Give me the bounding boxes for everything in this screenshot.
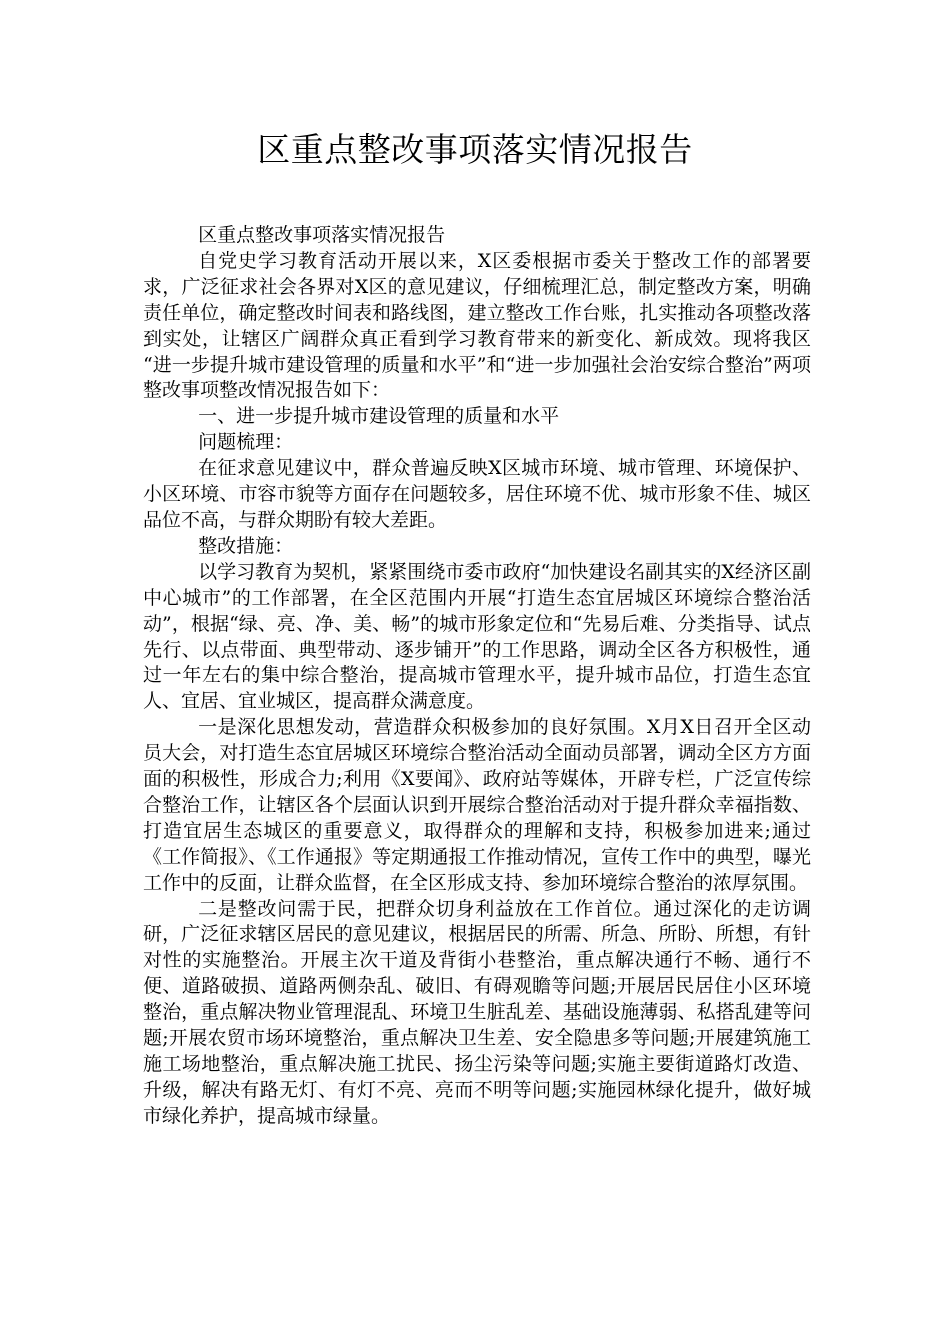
body-paragraph-repeated-title: 区重点整改事项落实情况报告 [198, 224, 446, 246]
body-paragraph-measure-1: 一是深化思想发动，营造群众积极参加的良好氛围。X月X日召开全区动员大会，对打造生态宜居城区环境综合整治活动全面动员部署，调动全区方方面面的积极性，形成合力;利用《X要闻》、政府站等媒体，开辟专栏，广泛宣传综合整治工作，让辖区各个层面认识到开展综合整治活动对于提升群众幸福指数、打造宜居生态城区的重要意义，取得群众的理解和支持，积极参加进来;通过《工作简报》、《工作通报》等定期通报工作推动情况，宣传工作中的典型，曝光工作中的反面，让群众监督，在全区形成支持、参加环境综合整治的浓厚氛围。 [143, 716, 811, 894]
subheading-problem-review: 问题梳理： [198, 431, 294, 454]
body-paragraph-measure-2: 二是整改问需于民，把群众切身利益放在工作首位。通过深化的走访调研，广泛征求辖区居民的意见建议，根据居民的所需、所急、所盼、所想，有针对性的实施整治。开展主次干道及背街小巷整治，重点解决通行不畅、通行不便、道路破损、道路两侧杂乱、破旧、有碍观瞻等问题;开展居民居住小区环境整治，重点解决物业管理混乱、环境卫生脏乱差、基础设施薄弱、私搭乱建等问题;开展农贸市场环境整治，重点解决卫生差、安全隐患多等问题;开展建筑施工施工场地整治，重点解决施工扰民、扬尘污染等问题;实施主要街道路灯改造、升级，解决有路无灯、有灯不亮、亮而不明等问题;实施园林绿化提升，做好城市绿化养护，提高城市绿量。 [143, 897, 811, 1127]
subheading-rectification-measures: 整改措施： [198, 534, 294, 557]
body-paragraph-problems: 在征求意见建议中，群众普遍反映X区城市环境、城市管理、环境保护、小区环境、市容市貌等方面存在问题较多，居住环境不优、城市形象不佳、城区品位不高，与群众期盼有较大差距。 [143, 457, 811, 531]
document-body [143, 223, 811, 1130]
document-title: 区重点整改事项落实情况报告 [257, 130, 693, 169]
section-heading-1: 一、进一步提升城市建设管理的质量和水平 [198, 405, 560, 428]
body-paragraph-measures: 以学习教育为契机，紧紧围绕市委市政府“加快建设名副其实的X经济区副中心城市”的工作部署，在全区范围内开展“打造生态宜居城区环境综合整治活动”，根据“绿、亮、净、美、畅”的城市形象定位和“先易后难、分类指导、试点先行、以点带面、典型带动、逐步铺开”的工作思路，调动全区各方积极性，通过一年左右的集中综合整治，提高城市管理水平，提升城市品位，打造生态宜人、宜居、宜业城区，提高群众满意度。 [143, 560, 811, 713]
body-paragraph-introduction: 自党史学习教育活动开展以来，X区委根据市委关于整改工作的部署要求，广泛征求社会各界对X区的意见建议，仔细梳理汇总，制定整改方案，明确责任单位，确定整改时间表和路线图，建立整改工作台账，扎实推动各项整改落到实处，让辖区广阔群众真正看到学习教育带来的新变化、新成效。现将我区 “进一步提升城市建设管理的质量和水平”和“进一步加强社会治安综合整治”两项整改事项整改情况报告如下： [143, 249, 811, 402]
